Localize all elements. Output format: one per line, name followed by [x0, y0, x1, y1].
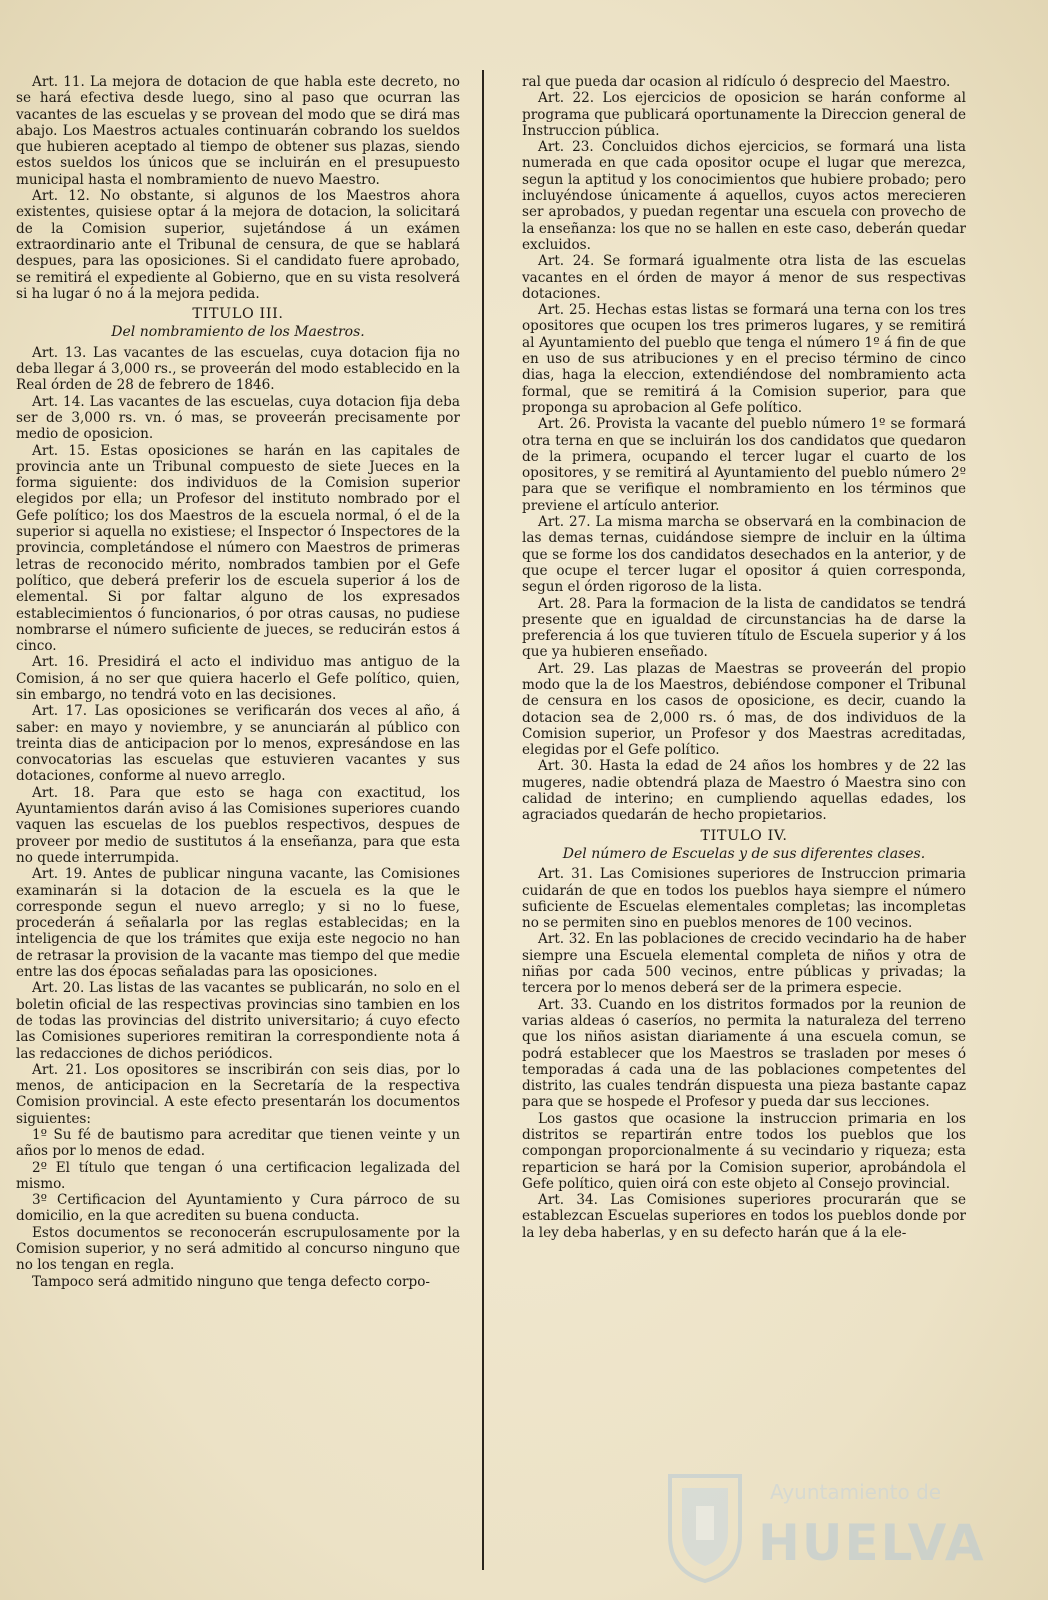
right-column — [522, 74, 966, 1241]
article-15: Art. 15. Estas oposiciones se harán en las capitales de provincia ante un Tribunal compuesto de siete Jueces en la forma siguiente: dos individuos de la Comision superior elegidos por ella; un Profesor del instituto nombrado por el Gefe político; los dos Maestros de la escuela normal, ó el de la superior si aquella no existiese; el Inspector ó Inspectores de la provincia, completándose el número con Maestros de primeras letras de reconocido mérito, nombrados tambien por el Gefe político, que deberá preferir los de escuela superior á los de elemental. Si por faltar alguno de los expresados establecimientos ó funcionarios, ó por otras causas, no pudiese nombrarse el número suficiente de jueces, se reducirán estos á cinco. — [16, 442, 460, 655]
watermark-subtitle: Ayuntamiento de — [770, 1480, 942, 1504]
article-23: Art. 23. Concluidos dichos ejercicios, se formará una lista numerada en que cada opositor ocupe el lugar que merezca, segun la aptitud y los conocimientos que hubiere probado; pero incluyéndose únicamente á aquellos, cuyos actos merecieren ser aprobados, y puedan regentar una escuela con provecho de la enseñanza: los que no se hallen en este caso, deberán quedar excluidos. — [522, 139, 966, 253]
documents-paragraph: Estos documentos se reconocerán escrupulosamente por la Comision superior, y no será admitido al concurso ninguno que no los tengan en regla. — [16, 1224, 460, 1274]
column-divider — [482, 70, 484, 1570]
article-33: Art. 33. Cuando en los distritos formados por la reunion de varias aldeas ó caseríos, no permita la naturaleza del terreno que los niños asistan diariamente á una escuela comun, se podrá establecer que los Maestros se trasladen por meses ó temporadas á cada una de las poblaciones competentes del distrito, las cuales tendrán dispuesta una pieza bastante capaz para que se hospede el Profesor y pueda dar sus lecciones. — [522, 996, 966, 1111]
article-20: Art. 20. Las listas de las vacantes se publicarán, no solo en el boletin oficial de las respectivas provincias sino tambien en los de todas las provincias del distrito universitario; á cuyo efecto las Comisiones superiores remitiran la correspondiente nota á las redacciones de dichos periódicos. — [16, 980, 460, 1062]
article-26: Art. 26. Provista la vacante del pueblo número 1º se formará otra terna en que se incluirán los dos candidatos que quedaron de la primera, ocupando el tercer lugar el cuarto de los opositores, y se remitirá al Ayuntamiento del pueblo número 2º para que se verifique el nombramiento en los términos que previene el artículo anterior. — [522, 416, 966, 514]
continuation-paragraph: ral que pueda dar ocasion al ridículo ó desprecio del Maestro. — [522, 74, 951, 90]
article-24: Art. 24. Se formará igualmente otra lista de las escuelas vacantes en el órden de mayor á menor de sus respectivas dotaciones. — [522, 253, 966, 302]
article-14: Art. 14. Las vacantes de las escuelas, cuya dotacion fija deba ser de 3,000 rs. vn. ó mas, se proveerán precisamente por medio de oposicion. — [16, 393, 460, 443]
titulo-iii-heading: TITULO III. — [192, 306, 284, 323]
article-28: Art. 28. Para la formacion de la lista de candidatos se tendrá presente que en igualdad de circunstancias ha de darse la preferencia á los que tuvieren título de Escuela superior y á los que ya hubieren enseñado. — [522, 595, 966, 661]
article-21: Art. 21. Los opositores se inscribirán con seis dias, por lo menos, de anticipacion en la Secretaría de la respectiva Comision provincial. A este efecto presentarán los documentos siguientes: — [16, 1061, 460, 1127]
article-27: Art. 27. La misma marcha se observará en la combinacion de las demas ternas, cuidándose siempre de incluir en la última que se forme los dos candidatos desechados en la anterior, y de que ocupe el tercer lugar el opositor á quien corresponda, segun el órden rigoroso de la lista. — [522, 514, 966, 596]
article-17: Art. 17. Las oposiciones se verificarán dos veces al año, á saber: en mayo y noviembre, y se anunciarán al público con treinta dias de anticipacion por lo menos, expresándose en las convocatorias las escuelas que estuvieren vacantes y sus dotaciones, conforme al nuevo arreglo. — [16, 703, 460, 785]
requirement-2: 2º El título que tengan ó una certificacion legalizada del mismo. — [16, 1159, 460, 1192]
titulo-iv-subheading: Del número de Escuelas y de sus diferentes clases. — [562, 845, 926, 862]
article-34: Art. 34. Las Comisiones superiores procurarán que se establezcan Escuelas superiores en todos los pueblos donde por la ley deba haberlas, y en su defecto harán que á la ele- — [522, 1192, 966, 1241]
article-22: Art. 22. Los ejercicios de oposicion se harán conforme al programa que publicará oportunamente la Direccion general de Instruccion pública. — [522, 90, 966, 139]
titulo-iv-heading: TITULO IV. — [700, 827, 788, 844]
tampoco-paragraph: Tampoco será admitido ninguno que tenga defecto corpo- — [32, 1273, 430, 1290]
left-column — [16, 74, 460, 1290]
article-30: Art. 30. Hasta la edad de 24 años los hombres y de 22 las mugeres, nadie obtendrá plaza de Maestro ó Maestra sino con calidad de interino; en cumpliendo aquellas edades, los agraciados quedarán de hecho propietarios. — [522, 758, 966, 824]
article-12: Art. 12. No obstante, si algunos de los Maestros ahora existentes, quisiese optar á la mejora de dotacion, la solicitará de la Comision superior, sujetándose á un exámen extraordinario ante el Tribunal de censura, de que se hablará despues, para las oposiciones. Si el candidato fuere aprobado, se remitirá el expediente al Gobierno, que en su vista resolverá si ha lugar ó no á la mejora pedida. — [16, 188, 460, 302]
article-31: Art. 31. Las Comisiones superiores de Instruccion primaria cuidarán de que en todos los pueblos haya siempre el número suficiente de Escuelas elementales completas; las incompletas no se permiten sino en pueblos menores de 100 vecinos. — [522, 866, 966, 932]
article-32: Art. 32. En las poblaciones de crecido vecindario ha de haber siempre una Escuela elemental completa de niños y otra de niñas por cada 500 vecinos, entre públicas y privadas; la tercera por lo menos deberá ser de la primera especie. — [522, 931, 966, 997]
article-29: Art. 29. Las plazas de Maestras se proveerán del propio modo que la de los Maestros, debiéndose componer el Tribunal de censura en los casos de oposicione, es decir, cuando la dotacion sea de 2,000 rs. ó mas, de dos individuos de la Comision superior, un Profesor y dos Maestras acreditadas, elegidas por el Gefe político. — [522, 660, 966, 759]
watermark-text: HUELVA — [758, 1514, 986, 1572]
article-16: Art. 16. Presidirá el acto el individuo mas antiguo de la Comision, á no ser que quiera hacerlo el Gefe político, quien, sin embargo, no tendrá voto en las decisiones. — [16, 654, 460, 703]
requirement-1: 1º Su fé de bautismo para acreditar que tienen veinte y un años por lo menos de edad. — [16, 1127, 460, 1160]
article-18: Art. 18. Para que esto se haga con exactitud, los Ayuntamientos darán aviso á las Comisiones superiores cuando vaquen las escuelas de los pueblos respectivos, despues de proveer por medio de sustitutos á la enseñanza, para que esta no quede interrumpida. — [16, 784, 460, 866]
requirement-3: 3º Certificacion del Ayuntamiento y Cura párroco de su domicilio, en la que acrediten su buena conducta. — [16, 1192, 460, 1225]
titulo-iii-subheading: Del nombramiento de los Maestros. — [111, 324, 365, 341]
article-25: Art. 25. Hechas estas listas se formará una terna con los tres opositores que ocupen los tres primeros lugares, y se remitirá al Ayuntamiento del pueblo que tenga el número 1º á fin de que en uso de sus atribuciones y en el preciso término de cinco dias, haga la eleccion, extendiéndose del nombramiento acta formal, que se remitirá á la Comision superior, para que proponga su aprobacion al Gefe político. — [522, 302, 966, 416]
gastos-paragraph: Los gastos que ocasione la instruccion primaria en los distritos se repartirán entre todos los pueblos que los compongan proporcionalmente á su vecindario y riqueza; esta reparticion se hará por la Comision superior, aprobándola el Gefe político, quien oirá con este objeto al Consejo provincial. — [522, 1110, 966, 1192]
article-19: Art. 19. Antes de publicar ninguna vacante, las Comisiones examinarán si la dotacion de la escuela es la que le corresponde segun el nuevo arreglo; y si no lo fuese, procederán á señalarla por las reglas establecidas; en la inteligencia de que los trámites que exija este negocio no han de retrasar la provision de la vacante mas tiempo del que medie entre las dos épocas señaladas para las oposiciones. — [16, 866, 460, 981]
article-13: Art. 13. Las vacantes de las escuelas, cuya dotacion fija no deba llegar á 3,000 rs., se proveerán del modo establecido en la Real órden de 28 de febrero de 1846. — [16, 344, 460, 394]
coat-of-arms-icon — [660, 1466, 750, 1586]
huelva-watermark — [660, 1462, 1040, 1592]
article-11: Art. 11. La mejora de dotacion de que habla este decreto, no se hará efectiva desde luego, sino al paso que ocurran las vacantes de las escuelas y se provean del modo que se dirá mas abajo. Los Maestros actuales continuarán cobrando los sueldos que hubieren aceptado al tiempo de obtener sus plazas, siendo estos sueldos los únicos que se incluirán en el presupuesto municipal hasta el nombramiento de nuevo Maestro. — [16, 74, 460, 188]
